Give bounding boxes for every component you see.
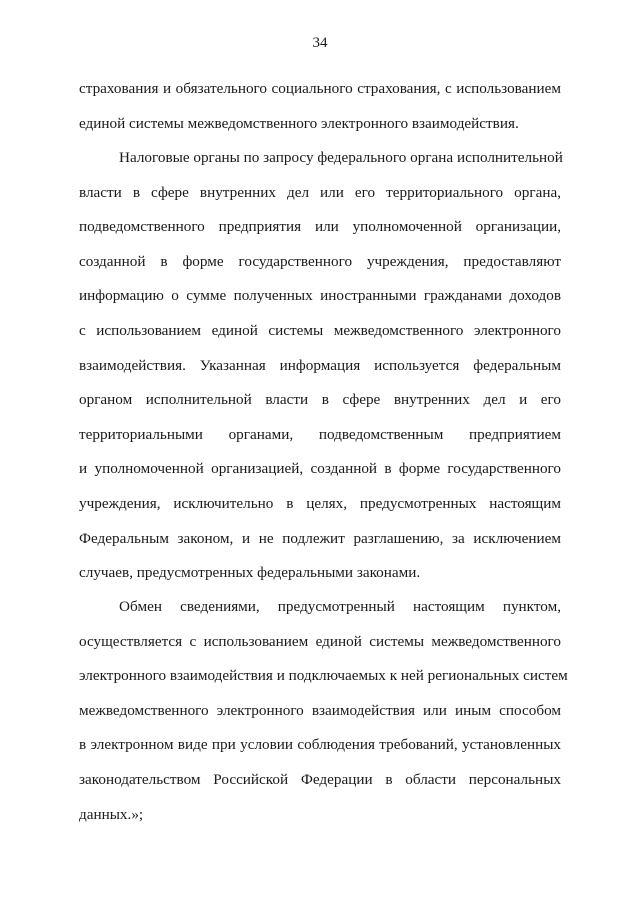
paragraph-information-exchange (79, 590, 568, 832)
paragraph-continuation (79, 72, 561, 141)
text-line: взаимодействия. Указанная информация используется федеральным (79, 356, 561, 374)
text-line: единой системы межведомственного электронного взаимодействия. (79, 114, 519, 132)
text-line: власти в сфере внутренних дел или его территориального органа, (79, 183, 561, 201)
text-line: созданной в форме государственного учреждения, предоставляют (79, 252, 561, 270)
text-line: подведомственного предприятия или уполномоченной организации, (79, 218, 561, 236)
text-line: учреждения, исключительно в целях, предусмотренных настоящим (79, 494, 561, 512)
text-line: законодательством Российской Федерации в области персональных (79, 770, 561, 788)
text-line: Налоговые органы по запросу федерального органа исполнительной (119, 149, 563, 166)
paragraph-tax-authorities (79, 141, 561, 591)
text-line: с использованием единой системы межведомственного электронного (79, 321, 561, 339)
text-line: Обмен сведениями, предусмотренный настоящим пунктом, (119, 598, 561, 615)
text-line: и уполномоченной организацией, созданной в форме государственного (79, 460, 561, 478)
text-line: данных.»; (79, 805, 144, 823)
text-line: случаев, предусмотренных федеральными законами. (79, 564, 421, 582)
text-line: страхования и обязательного социального страхования, с использованием (79, 80, 561, 97)
page-number: 34 (312, 35, 328, 51)
text-line: информацию о сумме полученных иностранными гражданами доходов (79, 287, 561, 305)
text-line: органом исполнительной власти в сфере внутренних дел и его (79, 391, 561, 409)
text-line: Федеральным законом, и не подлежит разглашению, за исключением (79, 529, 561, 547)
text-line: межведомственного электронного взаимодействия или иным способом (79, 701, 561, 719)
text-line: территориальными органами, подведомственным предприятием (79, 425, 561, 443)
text-line: в электронном виде при условии соблюдения требований, установленных (79, 736, 561, 754)
text-line: электронного взаимодействия и подключаемых к ней региональных систем (79, 667, 568, 685)
text-line: осуществляется с использованием единой системы межведомственного (79, 632, 561, 650)
